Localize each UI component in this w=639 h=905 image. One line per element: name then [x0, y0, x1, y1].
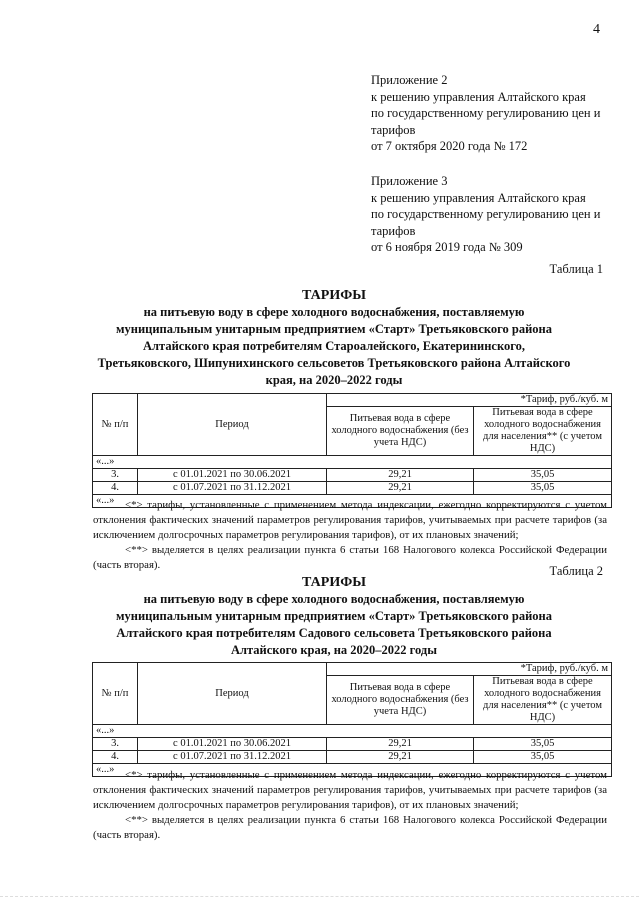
header-num: № п/п — [93, 663, 138, 725]
table-1-notes — [93, 498, 607, 573]
note-vat: <**> выделяется в целях реализации пункта 6 статьи 168 Налогового колекса Российской Федерации (часть вторая). — [93, 814, 607, 841]
row-period: с 01.01.2021 по 30.06.2021 — [138, 469, 327, 482]
row-value-no-vat: 29,21 — [327, 751, 474, 764]
row-period: с 01.07.2021 по 31.12.2021 — [138, 482, 327, 495]
row-value-population: 35,05 — [474, 751, 612, 764]
header-num: № п/п — [93, 394, 138, 456]
title-line: на питьевую воду в сфере холодного водоснабжения, поставляемую — [143, 305, 525, 319]
table-1-label: Таблица 1 — [549, 262, 603, 276]
title-line: Алтайского края потребителям Садового сельсовета Третьяковского района — [116, 626, 552, 640]
row-num: 4. — [93, 751, 138, 764]
page-number: 4 — [593, 22, 600, 37]
header-col-no-vat: Питьевая вода в сфере холодного водоснабжения (без учета НДС) — [327, 676, 474, 725]
appendix-line: по государственному регулированию цен и — [371, 106, 601, 120]
table-2-notes — [93, 768, 607, 843]
ellipsis-row: «...» — [93, 495, 612, 508]
row-value-no-vat: 29,21 — [327, 482, 474, 495]
ellipsis-row: «...» — [93, 725, 612, 738]
title-heading: ТАРИФЫ — [302, 575, 366, 590]
appendix-line: от 6 ноября 2019 года № 309 — [371, 240, 523, 254]
table-2-label: Таблица 2 — [549, 564, 603, 578]
title-line: Алтайского края потребителям Староалейского, Екатерининского, — [142, 339, 526, 353]
appendix-line: по государственному регулированию цен и — [371, 207, 601, 221]
title-heading: ТАРИФЫ — [302, 288, 366, 303]
note-vat: <**> выделяется в целях реализации пункта 6 статьи 168 Налогового колекса Российской Федерации (часть вторая). — [93, 544, 607, 571]
row-num: 4. — [93, 482, 138, 495]
title-line: края, на 2020–2022 годы — [265, 373, 403, 387]
appendix-2-block — [371, 72, 621, 155]
row-value-no-vat: 29,21 — [327, 738, 474, 751]
title-line: на питьевую воду в сфере холодного водоснабжения, поставляемую — [143, 592, 525, 606]
title-line: Алтайского края, на 2020–2022 годы — [230, 643, 438, 657]
row-period: с 01.01.2021 по 30.06.2021 — [138, 738, 327, 751]
appendix-line: к решению управления Алтайского края — [371, 190, 586, 205]
appendix-3-block — [371, 173, 621, 256]
row-value-population: 35,05 — [474, 738, 612, 751]
row-period: с 01.07.2021 по 31.12.2021 — [138, 751, 327, 764]
note-tariffs: <*> тарифы, установленные с применением метода индексации, ежегодно корректируются с учетом отклонения фактических значений параметров регулирования тарифов, учитываемых при расчете тарифов (за исключением долгосрочных параметров регулирования тарифов), от их плановых значений; — [93, 769, 607, 811]
table-row — [93, 751, 612, 764]
title-line: Третьяковского, Шипунихинского сельсоветов Третьяковского района Алтайского — [97, 356, 571, 370]
appendix-line: тарифов — [371, 223, 416, 238]
header-col-population: Питьевая вода в сфере холодного водоснабжения для населения** (с учетом НДС) — [474, 676, 612, 725]
table-row — [93, 738, 612, 751]
page-bottom-divider — [0, 896, 639, 897]
row-value-population: 35,05 — [474, 469, 612, 482]
table-row — [93, 469, 612, 482]
title-line: муниципальным унитарным предприятием «Старт» Третьяковского района — [115, 609, 552, 623]
appendix-line: Приложение 2 — [371, 73, 448, 87]
row-num: 3. — [93, 738, 138, 751]
header-tariff: *Тариф, руб./куб. м — [327, 394, 612, 407]
note-tariffs: <*> тарифы, установленные с применением метода индексации, ежегодно корректируются с учетом отклонения фактических значений параметров регулирования тарифов, учитываемых при расчете тарифов (за исключением долгосрочных параметров регулирования тарифов), от их плановых значений; — [93, 499, 607, 541]
tariff-table-1 — [92, 393, 612, 508]
tariff-table-2 — [92, 662, 612, 777]
header-col-no-vat: Питьевая вода в сфере холодного водоснабжения (без учета НДС) — [327, 407, 474, 456]
appendix-line: тарифов — [371, 122, 416, 137]
row-value-no-vat: 29,21 — [327, 469, 474, 482]
row-value-population: 35,05 — [474, 482, 612, 495]
header-col-population: Питьевая вода в сфере холодного водоснабжения для населения** (с учетом НДС) — [474, 407, 612, 456]
table-2-title — [96, 574, 572, 659]
appendix-line: Приложение 3 — [371, 174, 448, 188]
ellipsis-row: «...» — [93, 456, 612, 469]
ellipsis-row: «...» — [93, 764, 612, 777]
header-period: Период — [138, 394, 327, 456]
appendix-line: от 7 октября 2020 года № 172 — [371, 139, 528, 153]
header-tariff: *Тариф, руб./куб. м — [327, 663, 612, 676]
table-1-title — [96, 287, 572, 389]
appendix-line: к решению управления Алтайского края — [371, 89, 586, 104]
title-line: муниципальным унитарным предприятием «Старт» Третьяковского района — [115, 322, 552, 336]
table-row — [93, 482, 612, 495]
header-period: Период — [138, 663, 327, 725]
row-num: 3. — [93, 469, 138, 482]
